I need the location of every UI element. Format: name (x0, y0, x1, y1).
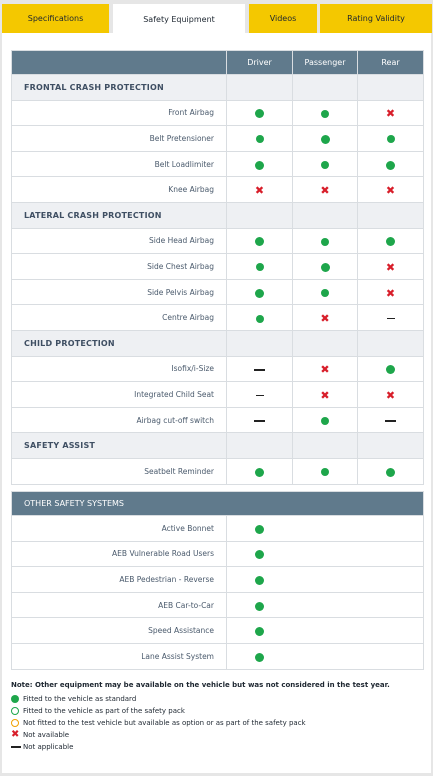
fitted-dot-icon (321, 468, 329, 476)
status-cell-rear (358, 279, 424, 305)
status-cell-rear (358, 228, 424, 254)
status-cell-driver (227, 279, 293, 305)
equipment-label: Front Airbag (12, 100, 227, 126)
tab-specifications[interactable]: Specifications (2, 4, 109, 33)
equipment-label: Knee Airbag (12, 177, 227, 203)
equipment-label: Side Chest Airbag (12, 254, 227, 280)
fitted-dot-icon (255, 525, 264, 534)
fitted-dot-icon (386, 161, 395, 170)
column-header-rear: Rear (358, 51, 424, 75)
not-available-cross-icon: ✖ (320, 312, 330, 326)
section-title: FRONTAL CRASH PROTECTION (12, 75, 227, 101)
status-cell-driver (227, 228, 293, 254)
status-cell-driver (227, 305, 293, 331)
legend-label: Not available (23, 731, 70, 739)
section-blank-cell (227, 75, 293, 101)
legend-label: Not applicable (23, 743, 74, 751)
table-row (12, 567, 424, 593)
red-cross-icon: ✖ (11, 729, 20, 740)
table-row (12, 458, 424, 484)
section-header-row (12, 433, 424, 459)
section-title: CHILD PROTECTION (12, 330, 227, 356)
section-header-row (12, 202, 424, 228)
legend-item (11, 693, 423, 705)
safety-equipment-table (11, 50, 424, 485)
table-row (12, 382, 424, 408)
fitted-dot-icon (321, 417, 329, 425)
status-cell-driver (227, 356, 293, 382)
filled-green-dot-icon (11, 695, 19, 703)
system-label: Lane Assist System (12, 643, 227, 669)
not-available-cross-icon: ✖ (320, 388, 330, 402)
fitted-dot-icon (321, 135, 330, 144)
equipment-label: Integrated Child Seat (12, 382, 227, 408)
legend-label: Fitted to the vehicle as part of the safety pack (23, 707, 185, 715)
tab-videos[interactable]: Videos (249, 4, 317, 33)
fitted-dot-icon (256, 315, 264, 323)
table-row (12, 592, 424, 618)
status-cell-driver (227, 100, 293, 126)
fitted-dot-icon (386, 237, 395, 246)
status-cell-rear (358, 151, 424, 177)
system-status-cell (227, 618, 424, 644)
fitted-dot-icon (255, 161, 264, 170)
not-available-cross-icon: ✖ (385, 184, 396, 198)
not-available-cross-icon: ✖ (320, 363, 330, 377)
system-status-cell (227, 643, 424, 669)
not-available-cross-icon: ✖ (385, 107, 396, 121)
table-row (12, 541, 424, 567)
status-cell-passenger (293, 228, 358, 254)
legend-label: Not fitted to the test vehicle but available as option or as part of the safety pack (23, 719, 306, 727)
table-row (12, 228, 424, 254)
legend-item (11, 705, 423, 717)
legend-symbol (11, 719, 23, 727)
status-cell-rear (358, 356, 424, 382)
column-header-driver: Driver (227, 51, 293, 75)
legend-item (11, 717, 423, 729)
table-row (12, 100, 424, 126)
legend-list (11, 693, 423, 753)
fitted-dot-icon (255, 576, 264, 585)
tab-safety-equipment[interactable]: Safety Equipment (113, 4, 245, 35)
table-body (12, 75, 424, 485)
other-header (12, 492, 424, 516)
table-row (12, 279, 424, 305)
legend-label: Fitted to the vehicle as standard (23, 695, 137, 703)
fitted-dot-icon (255, 627, 264, 636)
status-cell-passenger (293, 177, 358, 203)
section-blank-cell (227, 330, 293, 356)
fitted-dot-icon (321, 238, 329, 246)
table-row (12, 177, 424, 203)
status-cell-rear (358, 305, 424, 331)
status-cell-rear (358, 126, 424, 152)
status-cell-rear (358, 177, 424, 203)
status-cell-passenger (293, 305, 358, 331)
fitted-dot-icon (256, 135, 264, 143)
column-header-passenger: Passenger (293, 51, 358, 75)
status-cell-passenger (293, 356, 358, 382)
fitted-dot-icon (321, 161, 329, 169)
table-row (12, 126, 424, 152)
fitted-dot-icon (386, 468, 395, 477)
section-title: LATERAL CRASH PROTECTION (12, 202, 227, 228)
system-label: AEB Pedestrian - Reverse (12, 567, 227, 593)
green-ring-icon (11, 707, 19, 715)
section-blank-cell (227, 202, 293, 228)
other-title: OTHER SAFETY SYSTEMS (12, 492, 424, 516)
fitted-dot-icon (255, 237, 264, 246)
section-blank-cell (293, 330, 358, 356)
legend-symbol (11, 746, 23, 748)
fitted-dot-icon (321, 289, 329, 297)
status-cell-driver (227, 254, 293, 280)
legend-item (11, 729, 423, 741)
fitted-dot-icon (387, 135, 395, 143)
section-blank-cell (358, 202, 424, 228)
not-applicable-dash-icon (254, 369, 265, 371)
fitted-dot-icon (255, 602, 264, 611)
system-label: AEB Vulnerable Road Users (12, 541, 227, 567)
fitted-dot-icon (256, 263, 264, 271)
legend-symbol (11, 731, 23, 739)
status-cell-passenger (293, 151, 358, 177)
equipment-label: Belt Loadlimiter (12, 151, 227, 177)
status-cell-passenger (293, 254, 358, 280)
status-cell-driver (227, 382, 293, 408)
status-cell-driver (227, 407, 293, 433)
not-available-cross-icon: ✖ (385, 388, 396, 402)
note-text: Note: Other equipment may be available on the vehicle but was not considered in the test year. (11, 681, 390, 689)
not-available-cross-icon: ✖ (254, 184, 265, 198)
fitted-dot-icon (321, 263, 330, 272)
section-blank-cell (293, 75, 358, 101)
fitted-dot-icon (321, 110, 329, 118)
equipment-label: Isofix/i-Size (12, 356, 227, 382)
not-applicable-dash-icon (387, 318, 395, 320)
status-cell-passenger (293, 407, 358, 433)
table-row (12, 151, 424, 177)
status-cell-rear (358, 407, 424, 433)
equipment-label: Centre Airbag (12, 305, 227, 331)
status-cell-rear (358, 458, 424, 484)
section-blank-cell (358, 75, 424, 101)
section-title: SAFETY ASSIST (12, 433, 227, 459)
table-row (12, 516, 424, 542)
not-available-cross-icon: ✖ (320, 184, 330, 198)
not-applicable-dash-icon (385, 420, 396, 422)
status-cell-passenger (293, 279, 358, 305)
tab-bar (0, 0, 433, 33)
not-available-cross-icon: ✖ (385, 260, 396, 274)
equipment-label: Airbag cut-off switch (12, 407, 227, 433)
table-row (12, 618, 424, 644)
system-label: Active Bonnet (12, 516, 227, 542)
fitted-dot-icon (255, 550, 264, 559)
status-cell-rear (358, 100, 424, 126)
system-status-cell (227, 592, 424, 618)
header-blank (12, 51, 227, 75)
table-row (12, 305, 424, 331)
system-label: Speed Assistance (12, 618, 227, 644)
table-row (12, 254, 424, 280)
status-cell-driver (227, 126, 293, 152)
black-dash-icon (11, 746, 21, 748)
fitted-dot-icon (255, 468, 264, 477)
not-applicable-dash-icon (254, 420, 265, 422)
status-cell-passenger (293, 458, 358, 484)
tab-rating-validity[interactable]: Rating Validity (320, 4, 432, 33)
table-row (12, 643, 424, 669)
section-blank-cell (293, 202, 358, 228)
system-label: AEB Car-to-Car (12, 592, 227, 618)
equipment-label: Side Pelvis Airbag (12, 279, 227, 305)
status-cell-driver (227, 177, 293, 203)
table-row (12, 407, 424, 433)
legend-symbol (11, 695, 23, 703)
section-blank-cell (227, 433, 293, 459)
status-cell-driver (227, 151, 293, 177)
status-cell-passenger (293, 126, 358, 152)
section-header-row (12, 330, 424, 356)
legend-symbol (11, 707, 23, 715)
status-cell-rear (358, 254, 424, 280)
section-blank-cell (358, 330, 424, 356)
status-cell-driver (227, 458, 293, 484)
equipment-label: Belt Pretensioner (12, 126, 227, 152)
system-status-cell (227, 541, 424, 567)
not-applicable-dash-icon (256, 395, 264, 397)
fitted-dot-icon (255, 109, 264, 118)
system-status-cell (227, 516, 424, 542)
table-row (12, 356, 424, 382)
notes-legend (11, 681, 423, 753)
not-available-cross-icon: ✖ (385, 286, 396, 300)
other-safety-systems-table (11, 491, 424, 670)
status-cell-rear (358, 382, 424, 408)
orange-ring-icon (11, 719, 19, 727)
status-cell-passenger (293, 382, 358, 408)
section-blank-cell (358, 433, 424, 459)
section-blank-cell (293, 433, 358, 459)
fitted-dot-icon (386, 365, 395, 374)
fitted-dot-icon (255, 653, 264, 662)
table-header (12, 51, 424, 75)
legend-item (11, 741, 423, 753)
system-status-cell (227, 567, 424, 593)
section-header-row (12, 75, 424, 101)
equipment-label: Seatbelt Reminder (12, 458, 227, 484)
other-table-body (12, 492, 424, 670)
status-cell-passenger (293, 100, 358, 126)
fitted-dot-icon (255, 289, 264, 298)
equipment-label: Side Head Airbag (12, 228, 227, 254)
